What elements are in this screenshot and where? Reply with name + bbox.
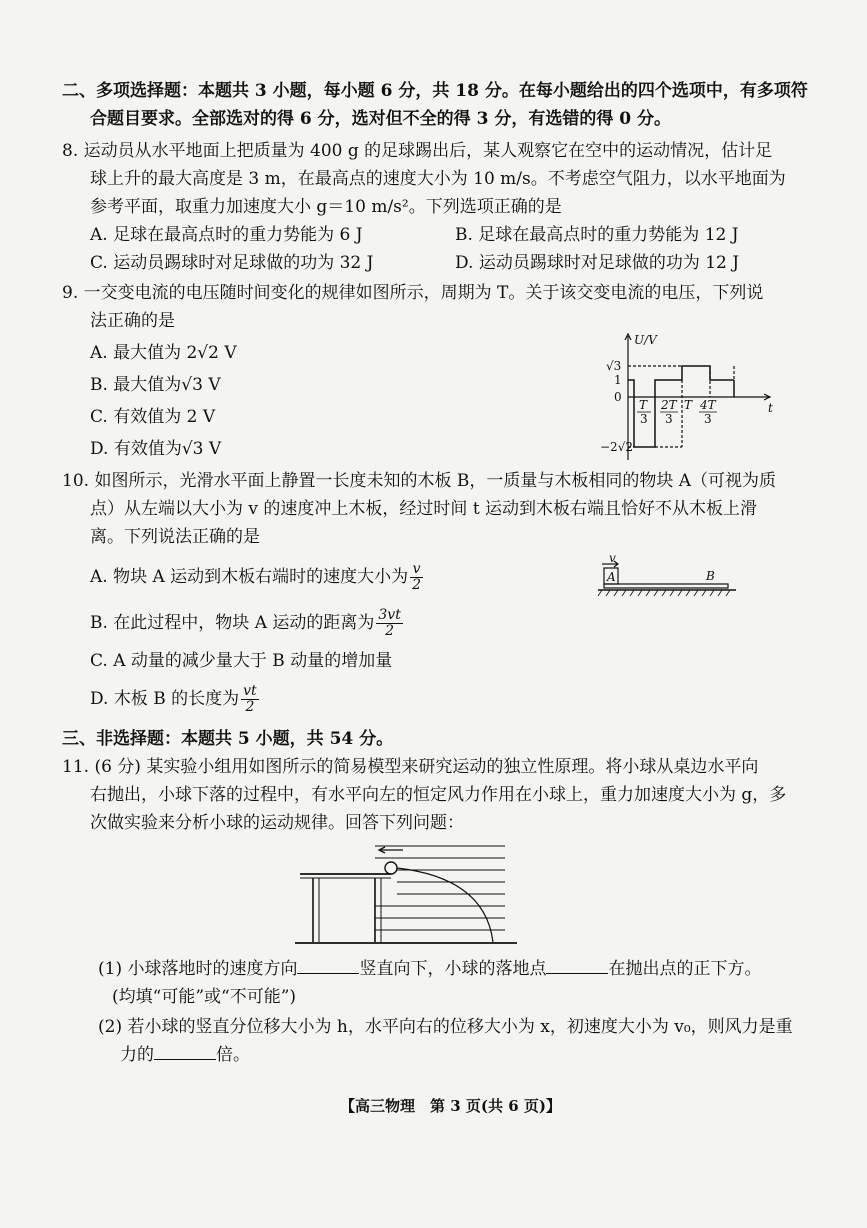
fig-label-a: A [607,570,616,584]
board-b [604,584,728,588]
q10-line2: 点）从左端以大小为 v 的速度冲上木板，经过时间 t 运动到木板右端且恰好不从木板上滑 [90,499,758,519]
graph-ytick-1: 1 [614,373,622,387]
graph-xtick-t3-den: 3 [640,412,648,426]
q8-option-d: D. 运动员踢球时对足球做的功为 12 J [455,253,740,273]
q9-option-c: C. 有效值为 2 V [90,407,216,427]
q11-part1-a: (1) 小球落地时的速度方向 [98,959,298,979]
q10-option-a-fraction [410,562,423,593]
q11-line3: 次做实验来分析小球的运动规律。回答下列问题： [90,813,464,833]
q11-blank-2[interactable] [546,959,608,974]
q11-part2-a: 力的 [120,1045,154,1065]
q11-part2-line2 [120,1044,250,1066]
q9-voltage-graph [600,330,780,470]
q11-part1-note: (均填“可能”或“不可能”) [112,987,297,1007]
q10-option-b-denominator: 2 [385,623,395,639]
q8-line2: 球上升的最大高度是 3 m，在最高点的速度大小为 10 m/s。不考虑空气阻力，以水平地面为 [90,169,786,189]
section3-header: 三、非选择题：本题共 5 小题，共 54 分。 [62,729,394,749]
q11-line1: 11. (6 分) 某实验小组用如图所示的简易模型来研究运动的独立性原理。将小球从桌边水平向 [62,757,759,777]
q8-option-b: B. 足球在最高点时的重力势能为 12 J [455,225,739,245]
graph-xtick-2t3-num: 2T [661,398,677,412]
section2-header-line1: 二、多项选择题：本题共 3 小题，每小题 6 分，共 18 分。在每小题给出的四个选项中，有多项符 [62,81,808,101]
ball [385,862,397,874]
graph-ytick-neg: −2√2 [600,440,633,454]
q10-option-a-denominator: 2 [412,577,422,593]
q10-option-a-numerator: v [410,562,423,578]
q9-option-b: B. 最大值为√3 V [90,375,221,395]
graph-xlabel: t [768,401,773,415]
q10-block-board-figure [596,552,746,602]
graph-xtick-2t3-den: 3 [665,412,673,426]
q10-option-d [90,682,261,716]
q9-option-d: D. 有效值为√3 V [90,439,222,459]
q10-line1: 10. 如图所示，光滑水平面上静置一长度未知的木板 B，一质量与木板相同的物块 A（可视为质 [62,471,777,491]
graph-xtick-t: T [684,398,693,412]
q10-option-b-fraction [376,608,402,639]
q9-line2: 法正确的是 [90,311,175,331]
q11-part1 [98,958,761,980]
q10-option-d-fraction [241,684,259,715]
fig-label-b: B [706,569,715,583]
q11-part1-c: 在抛出点的正下方。 [608,959,762,979]
q10-option-d-text: D. 木板 B 的长度为 [90,689,240,709]
page-footer: 【高三物理 第 3 页(共 6 页)】 [340,1097,561,1115]
q10-option-c: C. A 动量的减少量大于 B 动量的增加量 [90,651,393,671]
graph-origin: 0 [614,390,622,404]
graph-xtick-t3-num: T [639,398,648,412]
q10-option-b-text: B. 在此过程中，物块 A 运动的距离为 [90,613,375,633]
q10-option-a-text: A. 物块 A 运动到木板右端时的速度大小为 [90,567,409,587]
q11-line2: 右抛出，小球下落的过程中，有水平向左的恒定风力作用在小球上，重力加速度大小为 g，多 [90,785,787,805]
graph-xtick-4t3-den: 3 [704,412,712,426]
section2-header-line2: 合题目要求。全部选对的得 6 分，选对但不全的得 3 分，有选错的得 0 分。 [90,109,671,129]
q8-option-a: A. 足球在最高点时的重力势能为 6 J [90,225,363,245]
q10-line3: 离。下列说法正确的是 [90,527,260,547]
graph-ylabel: U/V [634,333,657,347]
q8-option-c: C. 运动员踢球时对足球做的功为 32 J [90,253,374,273]
q11-blank-1[interactable] [297,959,359,974]
q9-line1: 9. 一交变电流的电压随时间变化的规律如图所示，周期为 T。关于该交变电流的电压，下列说 [62,283,764,303]
q11-part1-b: 竖直向下，小球的落地点 [359,959,547,979]
q11-part2-line1: (2) 若小球的竖直分位移大小为 h，水平向右的位移大小为 x，初速度大小为 v₀，则风力是重 [98,1017,793,1037]
q10-option-a [90,560,425,594]
q10-option-d-numerator: vt [243,683,257,699]
q11-blank-3[interactable] [154,1045,216,1060]
graph-xtick-4t3-num: 4T [700,398,716,412]
q10-option-d-denominator: 2 [245,699,255,715]
q9-option-a: A. 最大值为 2√2 V [90,343,237,363]
q11-part2-b: 倍。 [216,1045,250,1065]
q8-line3: 参考平面，取重力加速度大小 g＝10 m/s²。下列选项正确的是 [90,197,562,217]
fig-label-v: v [609,552,616,565]
q11-wind-table-figure [295,838,525,953]
q8-line1: 8. 运动员从水平地面上把质量为 400 g 的足球踢出后，某人观察它在空中的运动情况，估计足 [62,141,773,161]
graph-ytick-sqrt3: √3 [606,359,622,373]
trajectory [397,868,493,942]
q10-option-b-numerator: 3vt [378,607,401,623]
q10-option-b [90,606,405,640]
